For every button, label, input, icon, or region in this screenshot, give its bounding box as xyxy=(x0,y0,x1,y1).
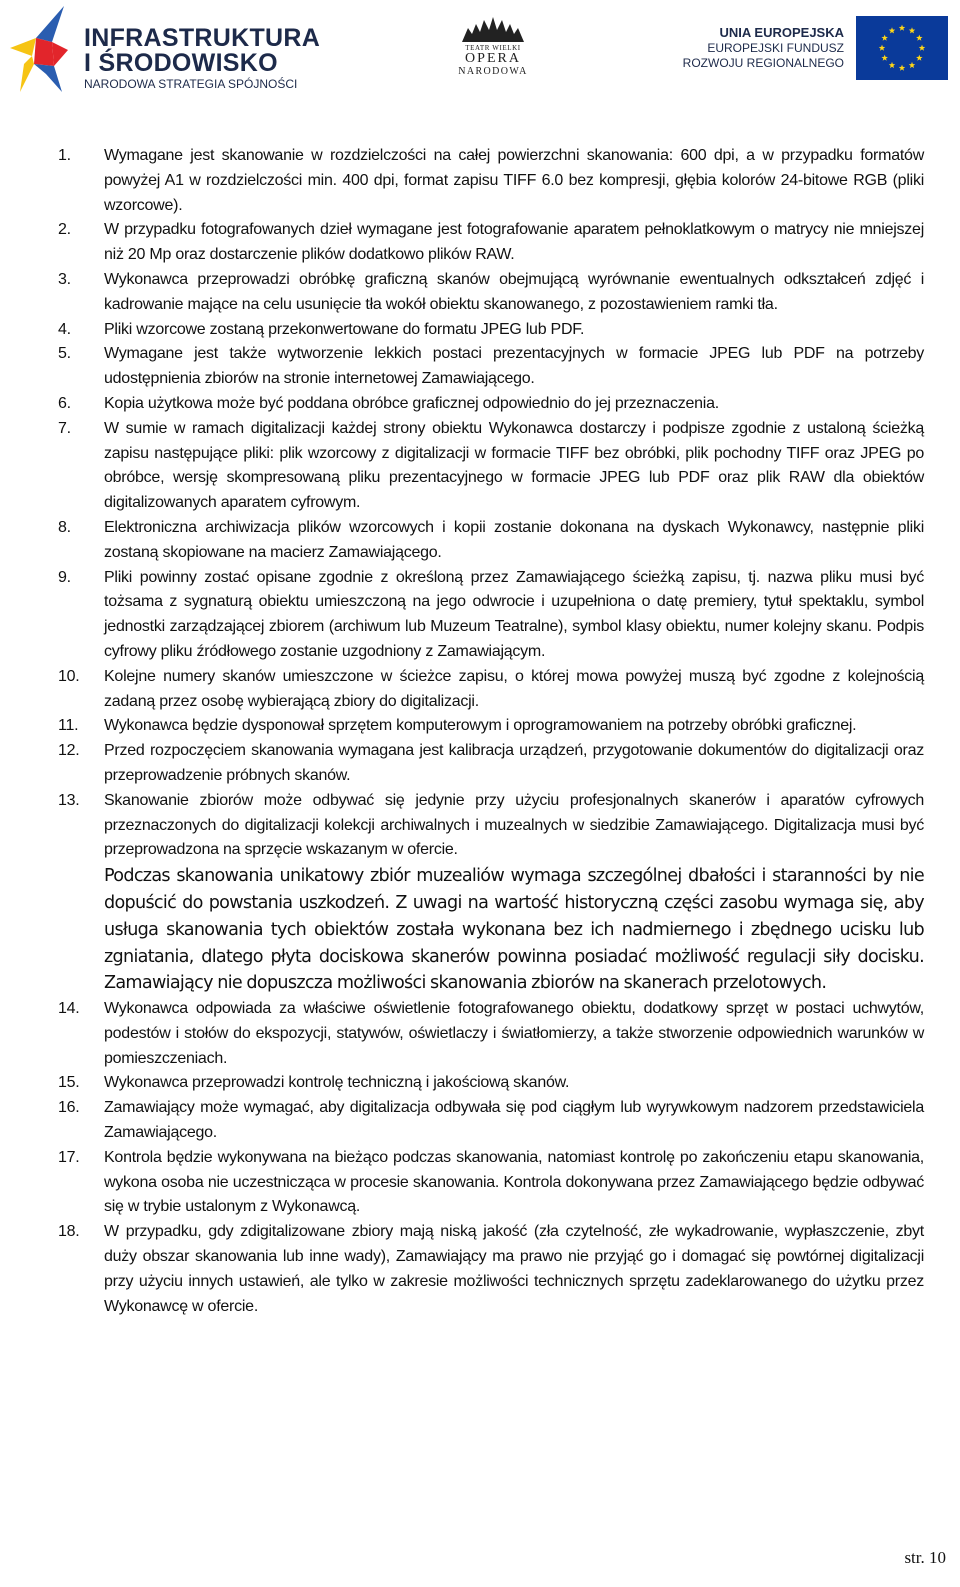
logo-line-infrastruktura: INFRASTRUKTURA xyxy=(84,24,321,52)
item-text: Wykonawca będzie dysponował sprzętem komputerowym i oprogramowaniem na potrzeby obróbki graficznej. xyxy=(104,717,857,735)
scanning-care-note: Podczas skanowania unikatowy zbiór muzealiów wymaga szczególnej dbałości i staranności by nie dopuścić do powstania uszkodzeń. Z uwagi na wartość historyczną części zasobu wymaga się, aby usługa skanowania tych obiektów została wykonana bez ich nadmiernego i zbędnego ucisku lub zgniatania, dlatego płyta dociskowa skanerów powinna posiadać możliwość regulacji siły docisku. Zamawiający nie dopuszcza możliwości skanowania zbiorów na skanerach przelotowych. xyxy=(104,866,924,994)
list-item xyxy=(58,665,924,715)
item-text: Wymagane jest skanowanie w rozdzielczości na całej powierzchni skanowania: 600 dpi, a w przypadku formatów powyżej A1 w rozdzielczości min. 400 dpi, format zapisu TIFF 6.0 bez kompresji, głębia kolorów 24-bitowe RGB (pliki wzorcowe). xyxy=(104,147,924,214)
infrastruktura-srodowisko-logo xyxy=(6,4,321,94)
eu-logo xyxy=(682,16,948,80)
opera-logo-narodowa: NARODOWA xyxy=(458,66,528,77)
eu-logo-line-1: UNIA EUROPEJSKA xyxy=(719,25,844,40)
item-number: 11. xyxy=(58,717,79,735)
item-text: Kontrola będzie wykonywana na bieżąco podczas skanowania, natomiast kontrolę po zakończeniu etapu skanowania, wykona osoba nie uczestnicząca w procesie skanowania. Kontrola dokonywana przez Zamawiającego będzie odbywać się w trybie ustalonym z Wykonawcą. xyxy=(104,1148,924,1216)
eu-logo-text xyxy=(683,25,844,71)
logo-line-strategia: NARODOWA STRATEGIA SPÓJNOŚCI xyxy=(84,77,298,91)
item-number: 9. xyxy=(58,568,71,586)
list-item xyxy=(58,566,924,665)
item-number: 16. xyxy=(58,1099,80,1117)
item-text: Kolejne numery skanów umieszczone w ścieżce zapisu, o której mowa powyżej muszą być zgodne z kolejnością zadaną przez osobę wybierającą zbiory do digitalizacji. xyxy=(104,667,924,710)
item-text: Elektroniczna archiwizacja plików wzorcowych i kopii zostanie dokonana na dyskach Wykonawcy, następnie pliki zostaną skopiowane na macierz Zamawiającego. xyxy=(104,518,924,561)
item-text: Wymagane jest także wytworzenie lekkich postaci prezentacyjnych w formacie JPEG lub PDF na potrzeby udostępnienia zbiorów na stronie internetowej Zamawiającego. xyxy=(104,345,924,388)
list-item xyxy=(58,516,924,566)
opera-logo-teatr: TEATR WIELKI xyxy=(465,44,521,52)
item-text: Skanowanie zbiorów może odbywać się jedynie przy użyciu profesjonalnych skanerów i aparatów cyfrowych przeznaczonych do digitalizacji kolekcji archiwalnych i muzealnych w siedzibie Zamawiającego. Digitalizacja musi być przeprowadzona na sprzęcie wskazanym w ofercie. xyxy=(104,791,924,859)
item-text: Wykonawca przeprowadzi kontrolę techniczną i jakościową skanów. xyxy=(104,1074,570,1092)
opera-logo-opera: OPERA xyxy=(465,51,521,66)
list-item xyxy=(58,1146,924,1220)
item-text: W przypadku, gdy zdigitalizowane zbiory mają niską jakość (zła czytelność, złe wykadrowanie, wypłaszczenie, zbyt duży obszar skanowania lub inne wady), Zamawiający ma prawo nie przyjąć go i domagać się powtórnej digitalizacji przy użyciu innych ustawień, ale tylko w zakresie możliwości technicznych sprzętu zadeklarowanego do użytku przez Wykonawcę w ofercie. xyxy=(104,1223,924,1315)
eu-logo-line-3: ROZWOJU REGIONALNEGO xyxy=(682,56,844,70)
item-number: 14. xyxy=(58,1000,80,1018)
list-item xyxy=(58,318,924,343)
item-number: 3. xyxy=(58,270,71,288)
list-item xyxy=(58,392,924,417)
list-item xyxy=(58,1096,924,1146)
item-text: Przed rozpoczęciem skanowania wymagana jest kalibracja urządzeń, przygotowanie dokumentów do digitalizacji oraz przeprowadzenie próbnych skanów. xyxy=(104,742,924,784)
logo-line-srodowisko: I ŚRODOWISKO xyxy=(84,49,278,77)
list-item xyxy=(58,789,924,863)
list-item xyxy=(58,268,924,318)
item-number: 17. xyxy=(58,1148,80,1166)
item-number: 7. xyxy=(58,419,71,437)
requirements-list-continued xyxy=(58,997,924,1319)
item-number: 13. xyxy=(58,791,80,809)
list-item xyxy=(58,1220,924,1319)
page-number: str. 10 xyxy=(904,1548,946,1567)
star-icon xyxy=(6,4,70,96)
requirements-list xyxy=(58,144,924,863)
eu-logo-line-2: EUROPEJSKI FUNDUSZ xyxy=(707,41,844,55)
item-number: 4. xyxy=(58,320,71,338)
item-number: 18. xyxy=(58,1223,80,1241)
eu-flag-icon xyxy=(856,16,948,80)
item-text: Wykonawca odpowiada za właściwe oświetlenie fotografowanego obiektu, dodatkowy sprzęt w postaci uchwytów, podestów i stołów do ekspozycji, statywów, oświetlaczy i światłomierzy, a także stworzenie odpowiednich warunków w pomieszczeniach. xyxy=(104,1000,924,1067)
item-text: W sumie w ramach digitalizacji każdej strony obiektu Wykonawca dostarczy i podpisze zgodnie z ustaloną ścieżką zapisu następujące pliki: plik wzorcowy z digitalizacji w formacie TIFF bez obróbki, plik pochodny TIFF oraz JPEG po obróbce, wersję skompresowaną pliku prezentacyjnego w formacie JPEG lub PDF oraz plik RAW dla obiektów digitalizowanych aparatem cyfrowym. xyxy=(104,419,924,512)
item-number: 6. xyxy=(58,394,71,412)
item-text: Pliki powinny zostać opisane zgodnie z określoną przez Zamawiającego ścieżką zapisu, tj. nazwa pliku musi być tożsama z sygnaturą obiektu umieszczoną na jego odwrocie i uzupełniona o datę premiery, tytuł spektaklu, symbol jednostki zarządzającej zbiorem (archiwum lub Muzeum Teatralne), symbol klasy obiektu, numer kolejny skanu. Podpis cyfrowy pliku źródłowego zostanie uzgodniony z Zamawiającym. xyxy=(104,568,924,660)
item-number: 1. xyxy=(58,147,71,164)
item-number: 2. xyxy=(58,221,71,239)
item-text: Pliki wzorcowe zostaną przekonwertowane do formatu JPEG lub PDF. xyxy=(104,320,585,338)
list-item xyxy=(58,1071,924,1096)
item-text: W przypadku fotografowanych dzieł wymagane jest fotografowanie aparatem pełnoklatkowym o matrycy nie mniejszej niż 20 Mp oraz dostarczenie plików dodatkowo plików RAW. xyxy=(104,221,924,264)
item-number: 5. xyxy=(58,345,71,363)
item-number: 15. xyxy=(58,1074,80,1092)
item-number: 12. xyxy=(58,742,80,760)
quadriga-icon xyxy=(458,14,528,44)
list-item xyxy=(58,714,924,739)
list-item xyxy=(58,218,924,268)
list-item xyxy=(58,739,924,789)
list-item xyxy=(58,342,924,392)
list-item xyxy=(58,144,924,218)
page-header xyxy=(0,0,960,100)
item-text: Wykonawca przeprowadzi obróbkę graficzną skanów obejmującą wyrównanie ewentualnych odkształceń zdjęć i kadrowanie mające na celu usunięcie tła wokół obiektu skanowanego, z pozostawieniem ramki tła. xyxy=(104,270,924,313)
item-text: Kopia użytkowa może być poddana obróbce graficznej odpowiednio do jej przeznaczenia. xyxy=(104,394,719,412)
document-body xyxy=(58,144,924,1319)
item-number: 8. xyxy=(58,518,71,536)
list-item xyxy=(58,997,924,1071)
list-item xyxy=(58,417,924,516)
opera-narodowa-logo xyxy=(453,14,533,82)
item-text: Zamawiający może wymagać, aby digitalizacja odbywała się pod ciągłym lub wyrywkowym nadzorem przedstawiciela Zamawiającego. xyxy=(104,1099,924,1142)
item-number: 10. xyxy=(58,667,80,685)
